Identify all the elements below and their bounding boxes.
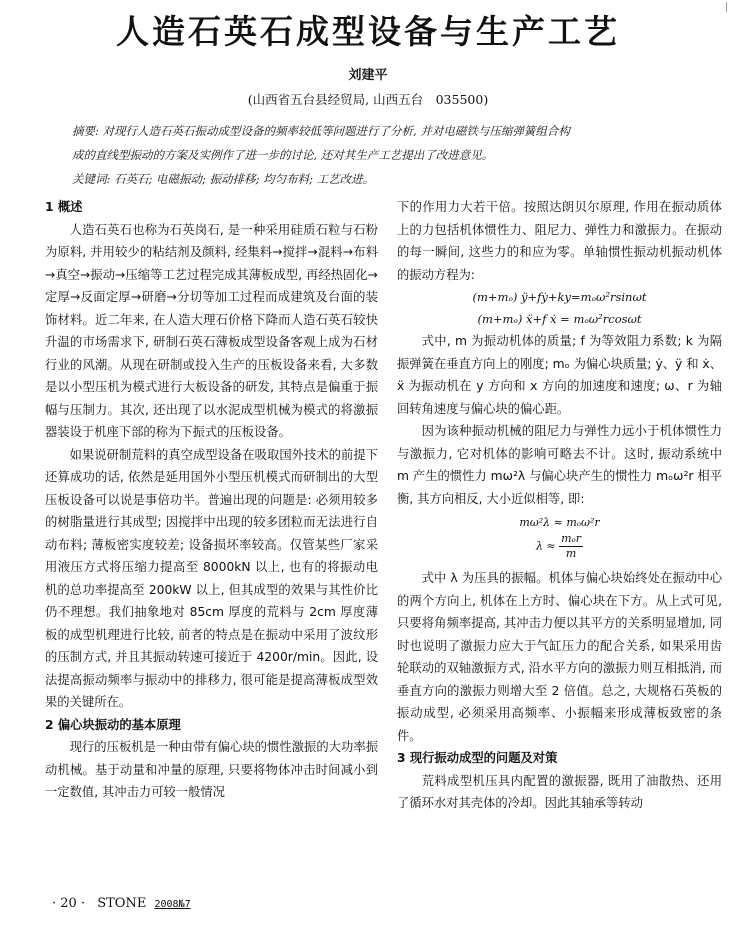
article-title: 人造石英石成型设备与生产工艺 (116, 12, 620, 51)
fraction (559, 532, 583, 561)
paragraph: 荒料成型机压具内配置的激振器, 既用了油散热、还用了循环水对其壳体的冷却。因此其轴承等转动 (397, 773, 722, 810)
keywords: 关键词: 石英石; 电磁振动; 振动排移; 均匀布料; 工艺改进。 (72, 172, 375, 186)
abstract-line-1: 摘要: 对现行人造石英石振动成型设备的频率较低等问题进行了分析, 并对电磁铁与压缩弹簧组合构 (72, 124, 570, 138)
paragraph: 式中, m 为振动机体的质量; f 为等效阻力系数; k 为隔振弹簧在垂直方向上的刚度; mₒ 为偏心块质量; ẏ、ÿ 和 ẋ、ẍ 为振动机在 y 方向和 x 方向的加速度和速度; ω、r 为轴回转角速度与偏心块的偏心距。 (397, 334, 722, 416)
author-affiliation: (山西省五台县经贸局, 山西五台 035500) (247, 92, 489, 107)
paragraph: 式中 λ 为压具的振幅。机体与偏心块始终处在振动中心的两个方向上, 机体在上方时、偏心块在下方。从上式可见, 只要将角频率提高, 其冲击力便以其平方的关系明显增加, 同时也说明了激振力应大于气缸压力的配合关系, 如果采用齿轮联动的双轴激振方式, 沿水平方向的激振力则互相抵消, 而垂直方向的激振力则增大至 2 倍值。总之, 大规格石英板的振动成型, 必须采用高频率、小振幅来形成薄板致密的条件。 (397, 571, 722, 743)
paragraph: 因为该种振动机械的阻尼力与弹性力远小于机体惯性力与激振力, 它对机体的影响可略去不计。这时, 振动系统中 m 产生的惯性力 mω²λ 与偏心块产生的惯性力 mₒω²r 相平衡, 其方向相反, 大小近似相等, 即: (397, 424, 722, 506)
equation-1: (m+mₒ) ÿ+fẏ+ky=mₒω²rsinωt (472, 290, 647, 304)
equation-2: (m+mₒ) ẍ+f ẋ = mₒω²rcosωt (477, 312, 642, 326)
paragraph: 下的作用力大若干倍。按照达朗贝尔原理, 作用在振动质体上的力包括机体惯性力、阻尼力、弹性力和激振力。在振动的每一瞬间, 这些力的和应为零。单轴惯性振动机振动机体的振动方程为: (397, 200, 722, 282)
abstract-line-2: 成的直线型振动的方案及实例作了进一步的讨论, 还对其生产工艺提出了改进意见。 (72, 148, 494, 162)
page-footer (52, 896, 191, 911)
fraction-numerator: mₒr (561, 532, 582, 545)
equation-4 (397, 532, 722, 561)
section-heading-overview: 1 概述 (45, 200, 83, 214)
paragraph: 如果说研制荒料的真空成型设备在吸取国外技术的前提下还算成功的话, 依然是延用国外小型压机模式而研制出的大型压板设备可以说是事倍功半。普遍出现的问题是: 必须用较多的树脂量进行其成型; 因搅拌中出现的较多团粒而无法进行自动布料; 薄板密实度较差; 设备损坏率较高。仅管某些厂家采用液压方式将压缩力提高至 8000kN 以上, 也有的将振动电机的总功率提高至 200kW 以上, 但其成型的效果与其性价比仍不理想。我们抽象地对 85cm 厚度的荒料与 2cm 厚度薄板的成型机理进行比较, 前者的特点是在振动中采用了波纹形的压制方式, 并且其振动转速可接近于 4200r/min。因此, 设法提高振动频率与振动中的排移力, 很可能是提高薄板成型效果的关键所在。 (45, 447, 378, 709)
journal-name: STONE (97, 896, 147, 911)
issue-number: 2008№7 (154, 899, 191, 910)
left-column (45, 196, 378, 804)
paragraph: 现行的压板机是一种由带有偏心块的惯性激振的大功率振动机械。基于动量和冲量的原理, 只要将物体冲击时间减小到一定数值, 其冲击力可较一般情况 (45, 740, 378, 799)
section-heading-principle: 2 偏心块振动的基本原理 (45, 717, 181, 732)
section-heading-problems: 3 现行振动成型的问题及对策 (397, 751, 558, 765)
equation-4-lhs: λ ≈ (535, 539, 556, 553)
equation-3: mω²λ ≈ mₒω²r (519, 516, 600, 529)
fraction-denominator: m (565, 547, 577, 560)
page-number: · 20 · (52, 896, 86, 911)
right-column (397, 196, 722, 815)
author-name: 刘建平 (348, 68, 388, 83)
paragraph: 人造石英石也称为石英岗石, 是一种采用硅质石粒与石粉为原料, 并用较少的粘结剂及颜料, 经集料→搅拌→混料→布料→真空→振动→压缩等工艺过程完成其薄板成型, 再经热固化→定厚→反面定厚→研磨→分切等加工过程而成建筑及台面的装饰材料。近二年来, 在人造大理石价格下降而人造石英石较快升温的市场需求下, 研制石英石薄板成型设备客观上成为石材行业的风潮。从现在研制或投入生产的压板设备来看, 大多数是以小型压机为模式进行大板设备的研发, 其特点是偏重于振幅与压制力。其次, 还出现了以水泥成型机械为模式的将激振器装设于机座下部的称为下振式的压板设备。 (45, 222, 378, 439)
